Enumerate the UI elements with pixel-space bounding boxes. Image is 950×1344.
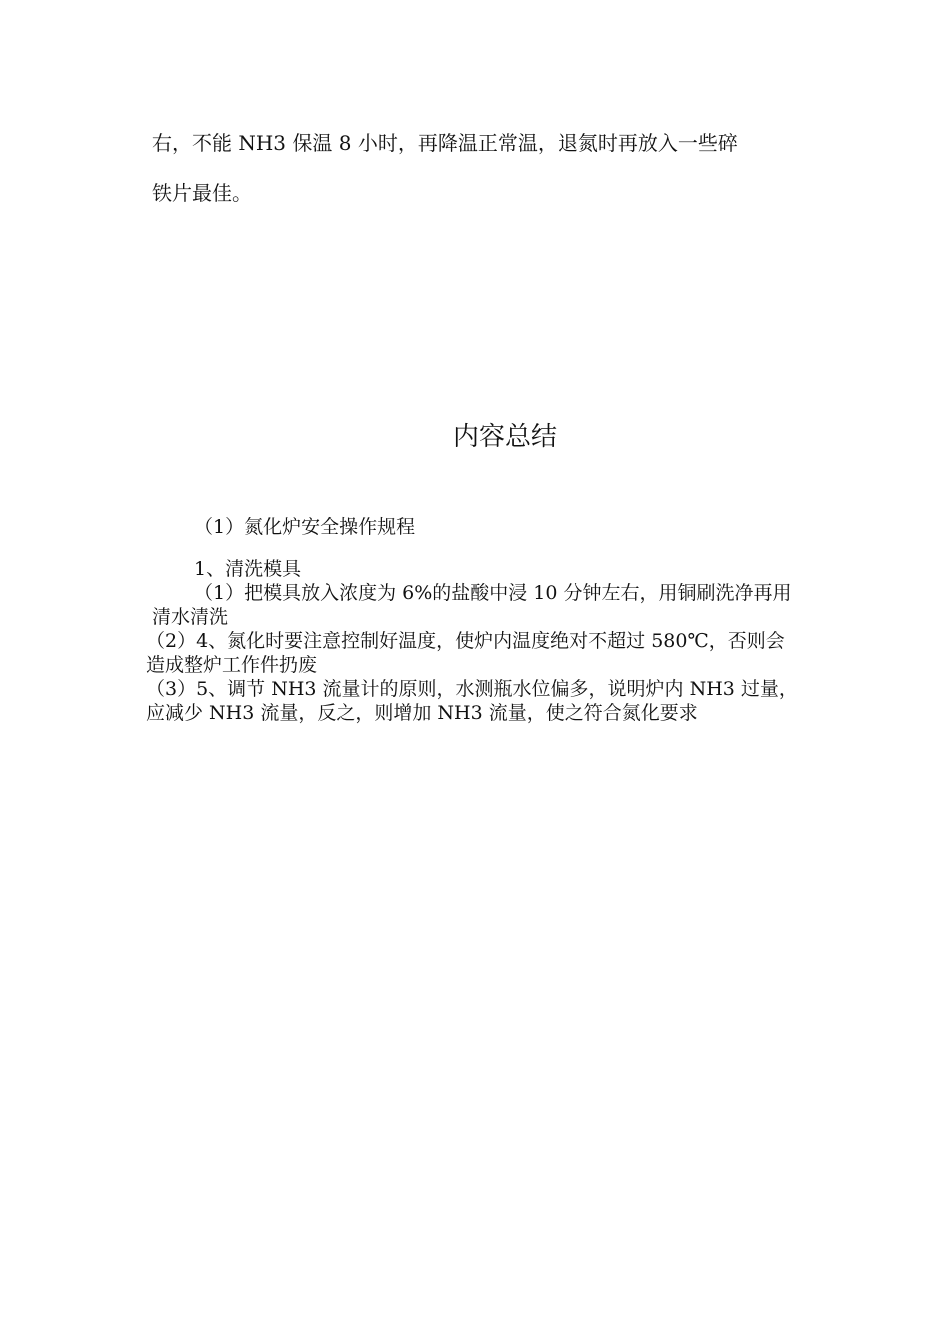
- paragraph-line-2: 铁片最佳。: [152, 181, 252, 205]
- continued-paragraph: [152, 118, 802, 218]
- summary-item-heading: （1）氮化炉安全操作规程: [194, 516, 416, 538]
- summary-paragraph-2: （2）4、氮化时要注意控制好温度，使炉内温度绝对不超过 580℃，否则会造成整炉工作件扔废: [146, 630, 785, 676]
- summary-paragraph-3: （3）5、调节 NH3 流量计的原则，水测瓶水位偏多，说明炉内 NH3 过量，应减少 NH3 流量，反之，则增加 NH3 流量，使之符合氮化要求: [146, 678, 798, 724]
- summary-section-heading: 1、清洗模具: [194, 558, 302, 580]
- summary-body: [146, 515, 802, 725]
- summary-title: 内容总结: [452, 422, 557, 452]
- paragraph-line-1: 右，不能 NH3 保温 8 小时，再降温正常温，退氮时再放入一些碎: [152, 131, 738, 155]
- summary-paragraph-1: （1）把模具放入浓度为 6%的盐酸中浸 10 分钟左右，用铜刷洗净再用清水清洗: [152, 582, 792, 628]
